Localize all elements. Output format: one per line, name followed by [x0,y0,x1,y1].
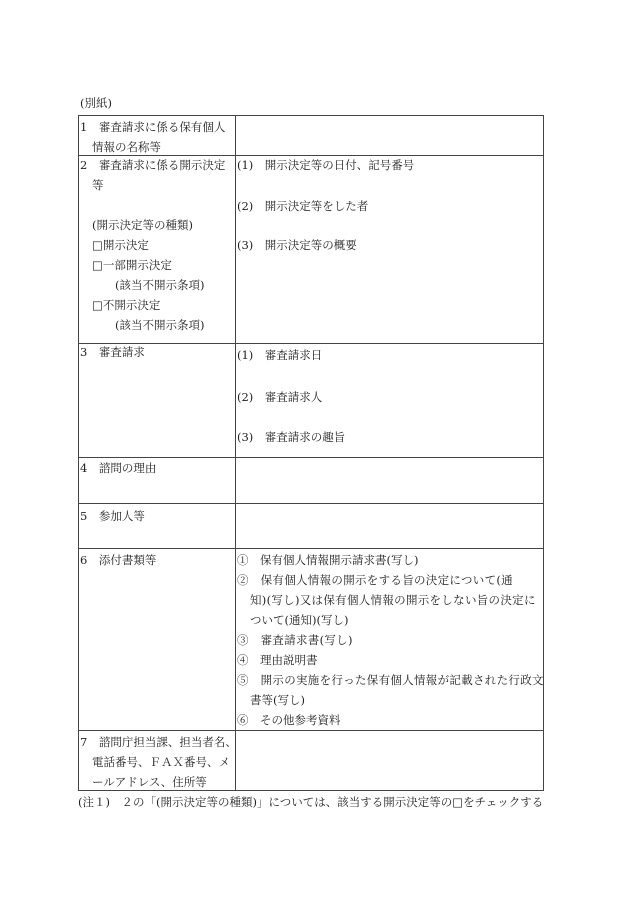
row-content-line: ① 保有個人情報開示請求書(写し) [237,553,419,567]
row-label-line: 5 参加人等 [80,509,145,523]
footnote: (注１) ２の「(開示決定等の種類)」については、該当する開示決定等の□をチェックする [78,795,544,809]
table-border [78,343,544,344]
row-content-line: (2) 開示決定等をした者 [237,199,369,213]
row-label-line: 4 諮問の理由 [80,461,157,475]
table-border [78,115,79,790]
row-content-line: (1) 審査請求日 [237,348,323,362]
row-label-line: □開示決定 [92,238,149,252]
row-content-line: ⑤ 開示の実施を行った保有個人情報が記載された行政文 [237,673,544,687]
table-border [78,730,544,731]
table-border [78,503,544,504]
table-border [235,115,236,790]
row-label-line: 等 [92,178,104,192]
row-label-line: (該当不開示条項) [92,278,205,292]
row-label-line: 7 諮問庁担当課、担当者名、 [80,735,237,749]
row-content-line: 書等(写し) [250,693,305,707]
row-content-line: (2) 審査請求人 [237,390,323,404]
table-border [78,115,544,116]
row-content-line: ついて(通知)(写し) [250,613,349,627]
row-label-line: 電話番号、ＦＡＸ番号、メ [92,755,230,769]
row-content-line: ④ 理由説明書 [237,653,318,667]
row-label-line: 2 審査請求に係る開示決定 [80,158,226,172]
row-label-line: 情報の名称等 [92,140,161,154]
table-border [78,548,544,549]
row-label-line: 1 審査請求に係る保有個人 [80,120,226,134]
row-label-line: □不開示決定 [92,298,161,312]
row-label-line: □一部開示決定 [92,258,172,272]
row-content-line: 知)(写し)又は保有個人情報の開示をしない旨の決定に [250,593,536,607]
table-border [78,155,544,156]
row-content-line: (3) 審査請求の趣旨 [237,430,346,444]
row-label-line: 6 添付書類等 [80,553,157,567]
row-label-line: 3 審査請求 [80,345,145,359]
row-content-line: (1) 開示決定等の日付、記号番号 [237,158,415,172]
table-border [78,457,544,458]
row-content-line: ③ 審査請求書(写し) [237,633,353,647]
row-label-line: (該当不開示条項) [92,318,205,332]
table-border [78,790,544,791]
row-content-line: ② 保有個人情報の開示をする旨の決定について(通 [237,573,513,587]
table-border [543,115,544,790]
row-content-line: ⑥ その他参考資料 [237,713,341,727]
row-content-line: (3) 開示決定等の概要 [237,238,357,252]
row-label-line: ールアドレス、住所等 [92,775,207,789]
attachment-label: (別紙) [80,96,112,110]
row-label-line: (開示決定等の種類) [92,218,193,232]
